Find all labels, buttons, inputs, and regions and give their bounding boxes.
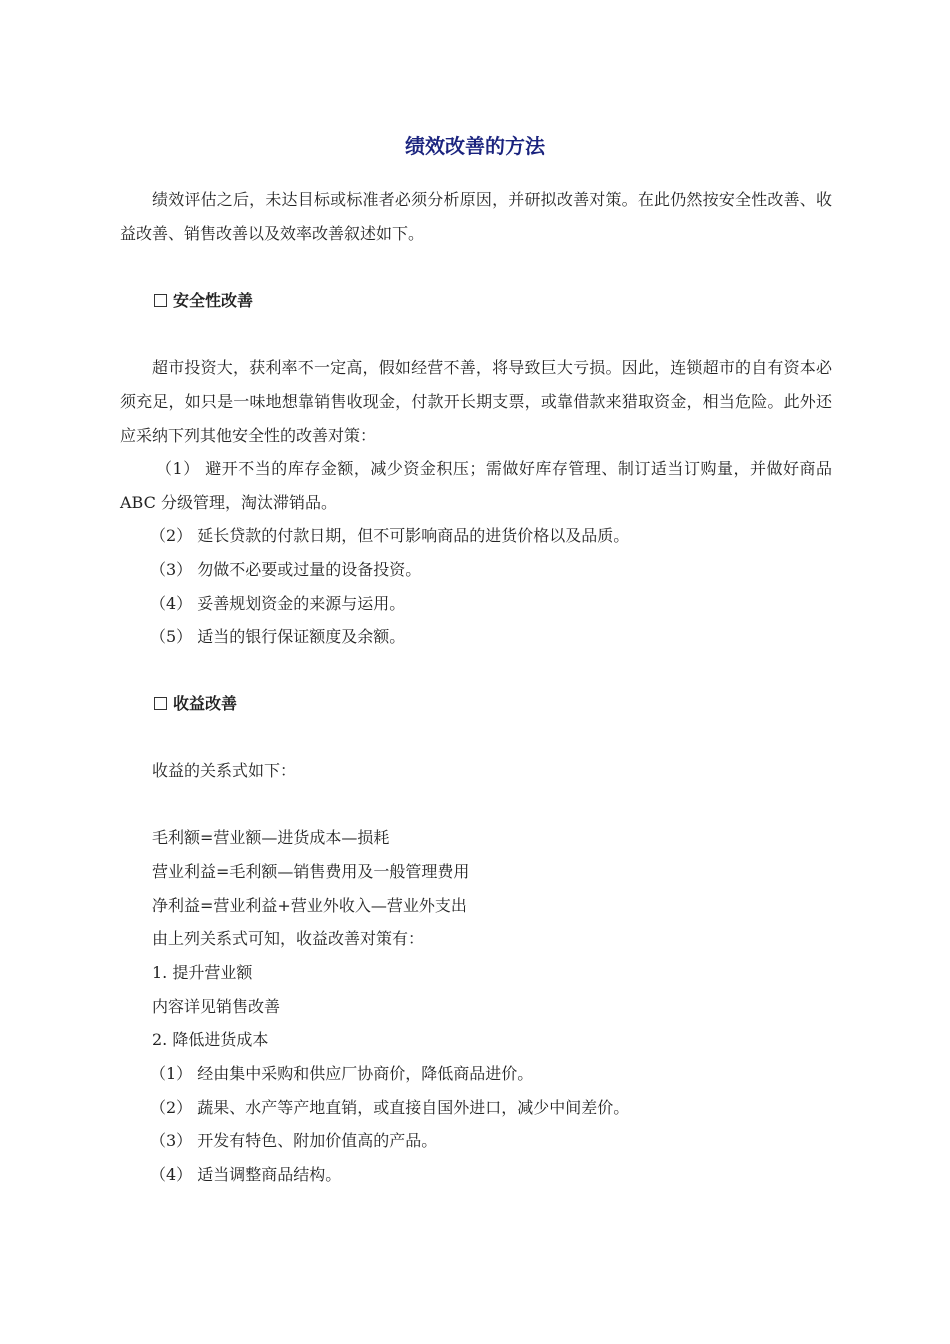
profit-step-2-item-1: （1） 经由集中采购和供应厂协商价，降低商品进价。 bbox=[150, 1064, 534, 1083]
section-heading-safety bbox=[154, 284, 253, 318]
profit-step-2-item-3: （3） 开发有特色、附加价值高的产品。 bbox=[150, 1131, 438, 1150]
safety-item-3: （3） 勿做不必要或过量的设备投资。 bbox=[150, 560, 422, 579]
intro-paragraph: 绩效评估之后，未达目标或标准者必须分析原因，并研拟改善对策。在此仍然按安全性改善、收益改善、销售改善以及效率改善叙述如下。 bbox=[120, 190, 832, 243]
profit-step-1-detail: 内容详见销售改善 bbox=[152, 997, 281, 1016]
formula-operating-profit: 营业利益=毛利额—销售费用及一般管理费用 bbox=[152, 862, 470, 881]
safety-item-5: （5） 适当的银行保证额度及余额。 bbox=[150, 627, 406, 646]
checkbox-square-icon bbox=[154, 294, 167, 307]
formula-net-profit: 净利益=营业利益+营业外收入—营业外支出 bbox=[152, 896, 467, 915]
safety-item-2: （2） 延长贷款的付款日期，但不可影响商品的进货价格以及品质。 bbox=[150, 526, 630, 545]
profit-step-2-item-2: （2） 蔬果、水产等产地直销，或直接自国外进口，减少中间差价。 bbox=[150, 1098, 630, 1117]
profit-conclusion: 由上列关系式可知，收益改善对策有： bbox=[152, 929, 425, 948]
profit-step-2-item-4: （4） 适当调整商品结构。 bbox=[150, 1165, 342, 1184]
safety-item-4: （4） 妥善规划资金的来源与运用。 bbox=[150, 594, 406, 613]
profit-step-1: 1. 提升营业额 bbox=[152, 963, 253, 982]
safety-item-1: （1） 避开不当的库存金额，减少资金积压；需做好库存管理、制订适当订购量，并做好商品 ABC 分级管理，淘汰滞销品。 bbox=[120, 459, 832, 512]
checkbox-square-icon bbox=[154, 697, 167, 710]
safety-paragraph: 超市投资大，获利率不一定高，假如经营不善，将导致巨大亏损。因此，连锁超市的自有资本必须充足，如只是一味地想靠销售收现金，付款开长期支票，或靠借款来猎取资金，相当危险。此外还应采纳下列其他安全性的改善对策： bbox=[120, 358, 832, 445]
profit-lead: 收益的关系式如下： bbox=[152, 761, 297, 780]
section-heading-label: 安全性改善 bbox=[173, 291, 254, 310]
profit-step-2: 2. 降低进货成本 bbox=[152, 1030, 269, 1049]
section-heading-label: 收益改善 bbox=[173, 694, 238, 713]
page-title: 绩效改善的方法 bbox=[405, 134, 545, 158]
section-heading-profit bbox=[154, 687, 237, 721]
formula-gross-profit: 毛利额=营业额—进货成本—损耗 bbox=[152, 828, 390, 847]
